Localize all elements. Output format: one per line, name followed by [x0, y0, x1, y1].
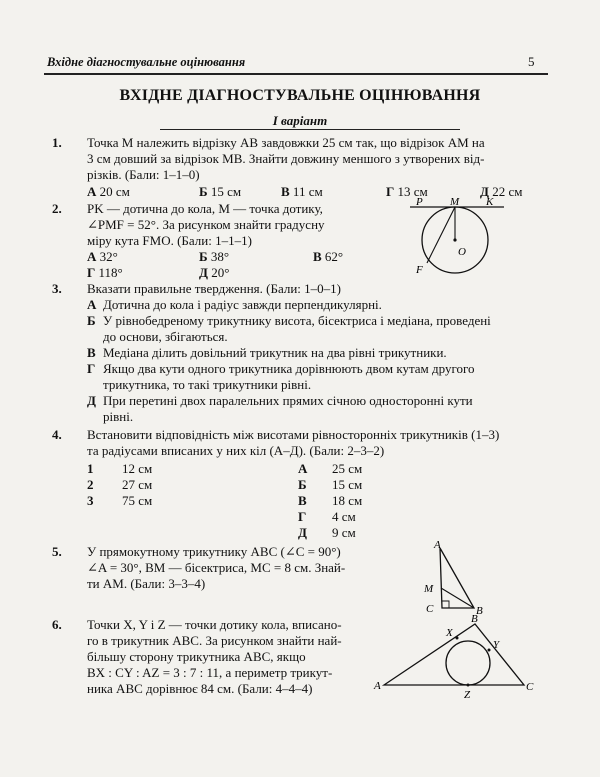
q4-left-val-2: 27 см — [122, 477, 153, 492]
q2-answer-c[interactable]: В 62° — [313, 249, 344, 264]
q1-answer-a[interactable]: А 20 см — [87, 184, 130, 199]
q3-option-a-text: Дотична до кола і радіус завжди перпендикулярні. — [103, 297, 382, 312]
q4-right-key-d: Г — [298, 509, 307, 524]
q3-option-e-text-1: При перетині двох паралельних прямих січною односторонні кути — [103, 393, 473, 408]
q4-right-val-b: 15 см — [332, 477, 363, 492]
q4-right-val-d: 4 см — [332, 509, 356, 524]
variant-rule — [160, 129, 460, 130]
q4-number: 4. — [52, 427, 62, 442]
q4-right-key-b: Б — [298, 477, 307, 492]
q3-option-d-text-2: трикутника, то такі трикутники рівні. — [103, 377, 312, 392]
q3-option-c-letter[interactable]: В — [87, 345, 96, 360]
q2-line-2: ∠PMF = 52°. За рисунком знайти градусну — [87, 217, 325, 232]
q4-line-2: та радіусами вписаних у них кіл (А–Д). (Бали: 2–3–2) — [87, 443, 385, 458]
q4-left-key-2: 2 — [87, 477, 94, 492]
q4-right-val-e: 9 см — [332, 525, 356, 540]
q2-answer-b[interactable]: Б 38° — [199, 249, 230, 264]
q3-option-b-text-2: до основи, збігаються. — [103, 329, 228, 344]
triangle-abc — [440, 548, 474, 608]
point-z — [467, 684, 470, 687]
label-p: P — [416, 196, 423, 208]
label-f: F — [416, 264, 423, 276]
q3-number: 3. — [52, 281, 62, 296]
q4-right-val-a: 25 см — [332, 461, 363, 476]
q1-answer-e[interactable]: Д 22 см — [480, 184, 523, 199]
q3-option-d-letter[interactable]: Г — [87, 361, 96, 376]
q2-number: 2. — [52, 201, 62, 216]
q6-number: 6. — [52, 617, 62, 632]
q3-option-e-text-2: рівні. — [103, 409, 134, 424]
q5-line-1: У прямокутному трикутнику ABC (∠C = 90°) — [87, 544, 341, 559]
label-c: C — [526, 681, 534, 693]
q4-left-key-3: 3 — [87, 493, 94, 508]
q3-option-b-text-1: У рівнобедреному трикутнику висота, бісектриса і медіана, проведені — [103, 313, 491, 328]
label-m: M — [424, 583, 434, 595]
q6-line-3: більшу сторону трикутника ABC, якщо — [87, 649, 306, 664]
q2-answer-a[interactable]: А 32° — [87, 249, 118, 264]
q4-left-key-1: 1 — [87, 461, 94, 476]
q1-answer-c[interactable]: В 11 см — [281, 184, 323, 199]
q3-option-d-text-1: Якщо два кути одного трикутника дорівнюють двом кутам другого — [103, 361, 475, 376]
q3-option-e-letter[interactable]: Д — [87, 393, 96, 408]
label-a: A — [434, 539, 441, 551]
q4-line-1: Встановити відповідність між висотами рівносторонніх трикутників (1–3) — [87, 427, 500, 442]
q1-number: 1. — [52, 135, 62, 150]
q2-answer-e[interactable]: Д 20° — [199, 265, 230, 280]
label-z: Z — [464, 689, 471, 700]
q4-right-val-c: 18 см — [332, 493, 363, 508]
page-number: 5 — [528, 54, 535, 69]
triangle-abc — [384, 624, 524, 685]
center-point — [453, 238, 456, 241]
q6-line-1: Точки X, Y і Z — точки дотику кола, вписано- — [87, 617, 342, 632]
label-x: X — [446, 627, 453, 639]
q6-line-4: BX : CY : AZ = 3 : 7 : 11, а периметр трикут- — [87, 665, 333, 680]
header-rule — [44, 73, 548, 75]
q5-line-3: ти AM. (Бали: 3–3–4) — [87, 576, 206, 591]
q3-option-a-letter[interactable]: А — [87, 297, 97, 312]
q6-line-5: ника ABC дорівнює 84 см. (Бали: 4–4–4) — [87, 681, 313, 696]
q5-line-2: ∠A = 30°, BM — бісектриса, MC = 8 см. Знай- — [87, 560, 346, 575]
q1-line-3: різків. (Бали: 1–1–0) — [87, 167, 200, 182]
q3-intro: Вказати правильне твердження. (Бали: 1–0–1) — [87, 281, 341, 296]
q4-right-key-c: В — [298, 493, 307, 508]
label-b: B — [476, 605, 483, 617]
page-title: ВХІДНЕ ДІАГНОСТУВАЛЬНЕ ОЦІНЮВАННЯ — [119, 87, 481, 104]
chord-mf — [427, 207, 455, 263]
q3-option-c-text: Медіана ділить довільний трикутник на два рівні трикутники. — [103, 345, 447, 360]
q2-line-1: PK — дотична до кола, M — точка дотику, — [87, 201, 323, 216]
q2-answer-d[interactable]: Г 118° — [87, 265, 123, 280]
q4-right-key-a: А — [298, 461, 308, 476]
q4-left-val-3: 75 см — [122, 493, 153, 508]
q6-figure-inscribed-circle — [372, 610, 542, 700]
variant-heading: І варіант — [272, 113, 328, 128]
incircle — [446, 641, 490, 685]
q1-answer-b[interactable]: Б 15 см — [199, 184, 242, 199]
right-angle-mark — [442, 601, 449, 608]
running-header: Вхідне діагностувальне оцінювання — [47, 55, 246, 69]
label-y: Y — [493, 639, 500, 651]
q1-line-2: 3 см довший за відрізок MB. Знайти довжину меншого з утворених від- — [87, 151, 485, 166]
label-c: C — [426, 603, 434, 615]
q3-option-b-letter[interactable]: Б — [87, 313, 96, 328]
q5-figure-right-triangle — [418, 536, 498, 618]
label-o: O — [458, 246, 466, 258]
q2-line-3: міру кута FMO. (Бали: 1–1–1) — [87, 233, 252, 248]
point-x — [456, 637, 459, 640]
label-k: K — [486, 196, 494, 208]
label-b: B — [471, 613, 478, 625]
q2-figure-circle-tangent — [400, 193, 510, 283]
point-y — [488, 649, 491, 652]
q5-number: 5. — [52, 544, 62, 559]
label-m: M — [450, 196, 460, 208]
q4-left-val-1: 12 см — [122, 461, 153, 476]
q4-right-key-e: Д — [298, 525, 307, 540]
label-a: A — [374, 680, 381, 692]
q1-answer-d[interactable]: Г 13 см — [386, 184, 428, 199]
q6-line-2: го в трикутник ABC. За рисунком знайти най- — [87, 633, 342, 648]
q1-line-1: Точка M належить відрізку AB завдовжки 25 см так, що відрізок AM на — [87, 135, 485, 150]
